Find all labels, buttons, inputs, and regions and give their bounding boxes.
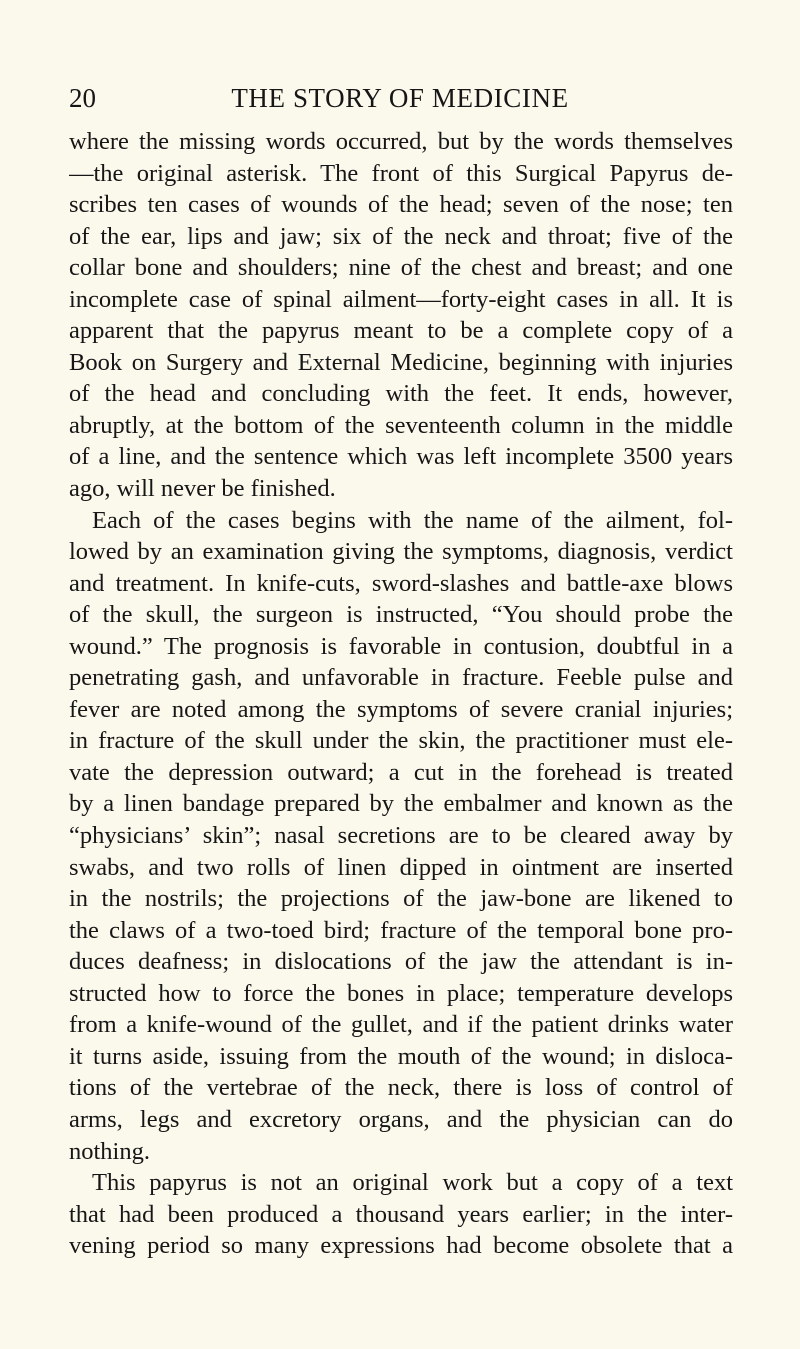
text-line: incomplete case of spinal ailment—forty-eight cases in all. It is <box>69 285 733 313</box>
text-line: nothing. <box>69 1137 150 1165</box>
text-line: ago, will never be finished. <box>69 475 336 503</box>
text-line: swabs, and two rolls of linen dipped in ointment are inserted <box>69 853 733 881</box>
text-line: vate the depression outward; a cut in the forehead is treated <box>69 758 733 786</box>
text-line: abruptly, at the bottom of the seventeenth column in the middle <box>69 411 733 439</box>
text-line: by a linen bandage prepared by the embalmer and known as the <box>69 790 733 818</box>
text-line: lowed by an examination giving the symptoms, diagnosis, verdict <box>69 538 733 566</box>
running-head: THE STORY OF MEDICINE <box>231 83 569 113</box>
page-number: 20 <box>69 83 96 113</box>
body-text <box>69 126 733 1262</box>
text-line: tions of the vertebrae of the neck, there is loss of control of <box>69 1074 733 1102</box>
text-line: This papyrus is not an original work but a copy of a text <box>92 1169 733 1197</box>
text-line: in the nostrils; the projections of the jaw-bone are likened to <box>69 885 733 913</box>
text-line: from a knife-wound of the gullet, and if the patient drinks water <box>69 1011 733 1039</box>
text-line: where the missing words occurred, but by the words themselves <box>69 128 733 155</box>
text-line: Book on Surgery and External Medicine, beginning with injuries <box>69 348 733 376</box>
text-line: apparent that the papyrus meant to be a complete copy of a <box>69 317 733 345</box>
text-line: of a line, and the sentence which was left incomplete 3500 years <box>69 443 733 471</box>
text-line: the claws of a two-toed bird; fracture of the temporal bone pro- <box>69 916 733 944</box>
text-line: of the skull, the surgeon is instructed, “You should probe the <box>69 601 733 629</box>
text-line: scribes ten cases of wounds of the head; seven of the nose; ten <box>69 191 733 219</box>
text-line: penetrating gash, and unfavorable in fracture. Feeble pulse and <box>69 664 733 692</box>
text-line: in fracture of the skull under the skin, the practitioner must ele- <box>69 727 733 755</box>
text-line: duces deafness; in dislocations of the jaw the attendant is in- <box>69 948 733 976</box>
text-line: —the original asterisk. The front of this Surgical Papyrus de- <box>69 159 733 187</box>
text-line: arms, legs and excretory organs, and the physician can do <box>69 1105 733 1133</box>
text-line: it turns aside, issuing from the mouth of the wound; in disloca- <box>69 1042 733 1070</box>
text-line: wound.” The prognosis is favorable in contusion, doubtful in a <box>69 632 733 660</box>
text-line: collar bone and shoulders; nine of the chest and breast; and one <box>69 254 733 282</box>
text-line: structed how to force the bones in place; temperature develops <box>69 979 733 1007</box>
text-line: of the head and concluding with the feet. It ends, however, <box>69 380 733 408</box>
text-line: Each of the cases begins with the name of the ailment, fol- <box>92 506 733 534</box>
text-line: vening period so many expressions had become obsolete that a <box>69 1232 733 1260</box>
text-line: that had been produced a thousand years earlier; in the inter- <box>69 1200 733 1228</box>
text-line: fever are noted among the symptoms of severe cranial injuries; <box>69 695 733 723</box>
text-line: and treatment. In knife-cuts, sword-slashes and battle-axe blows <box>69 569 733 597</box>
text-line: “physicians’ skin”; nasal secretions are to be cleared away by <box>69 822 733 850</box>
text-line: of the ear, lips and jaw; six of the neck and throat; five of the <box>69 222 733 250</box>
